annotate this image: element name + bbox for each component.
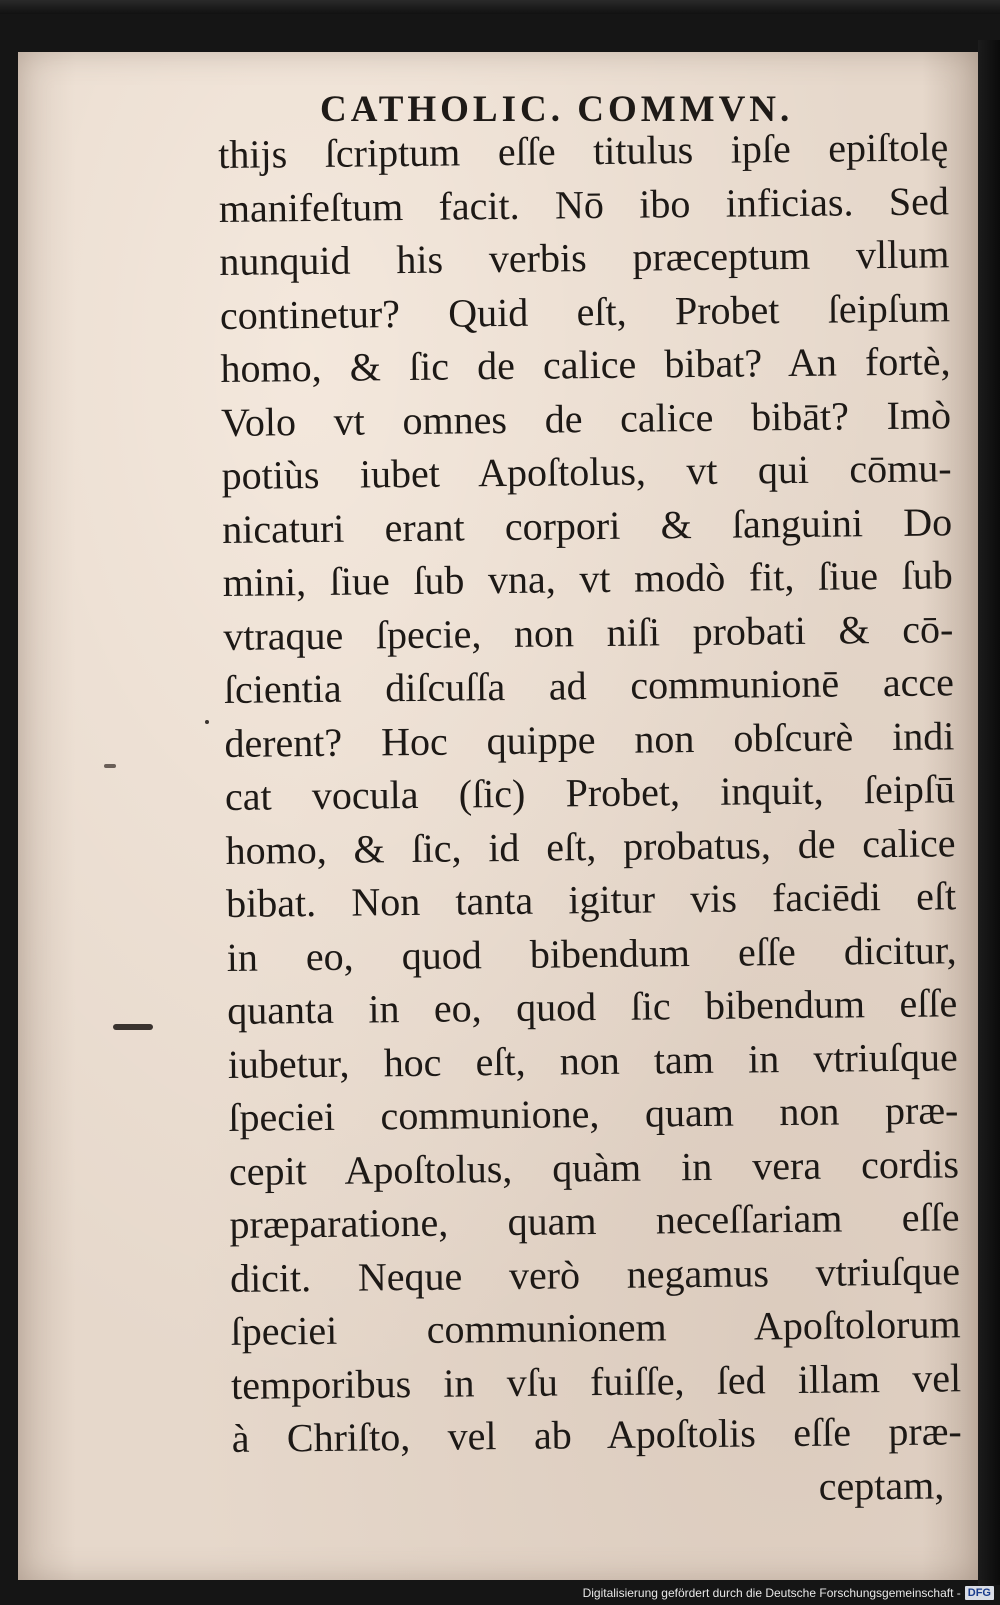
margin-mark [104,764,116,768]
text-line: bibat. Non tanta igitur vis faciēdi eſt [225,873,957,926]
text-line: præparatione, quam neceſſariam eſſe [229,1194,960,1247]
text-line: cepit Apoſtolus, quàm in vera cordis [228,1140,960,1194]
text-line: à Chriſto, vel ab Apoſtolis eſſe præ- [231,1408,962,1461]
text-line: Volo vt omnes de calice bibāt? Imò [220,391,952,445]
footer-credit [583,1583,994,1603]
scan-right-border [978,40,1000,1585]
text-line: quanta in eo, quod ſic bibendum eſſe [227,980,958,1033]
text-line: in eo, quod bibendum eſſe dicitur, [226,926,957,980]
text-line: iubetur, hoc eſt, non tam in vtriuſque [227,1033,958,1087]
text-line: ſcientia diſcuſſa ad communionē acce [223,659,955,712]
text-line: homo, & ſic, id eſt, probatus, de calice [225,819,956,873]
text-line: continetur? Quid eſt, Probet ſeipſum [219,284,951,338]
body-text [218,120,963,1519]
text-line: nunquid his verbis præceptum vllum [219,231,950,284]
text-line: nicaturi erant corpori & ſanguini Do [221,498,953,552]
text-line: cat vocula (ſic) Probet, inquit, ſeipſū [224,766,956,819]
text-line: derent? Hoc quippe non obſcurè indi [224,712,955,766]
margin-mark [113,1024,153,1030]
margin-dot [205,720,209,724]
text-line: ceptam, [818,1461,945,1509]
text-line: potiùs iubet Apoſtolus, vt qui cōmu- [221,445,952,498]
scan-top-border [0,0,1000,14]
text-line: temporibus in vſu fuiſſe, ſed illam vel [230,1354,962,1408]
text-line: homo, & ſic de calice bibat? An fortè, [220,338,951,391]
text-line: manifeſtum facit. Nō ibo inficias. Sed [218,177,950,231]
dfg-logo: DFG [965,1586,994,1600]
footer-credit-text: Digitalisierung gefördert durch die Deutsche Forschungsgemeinschaft - [582,1586,961,1600]
text-line: ſpeciei communionem Apoſtolorum [230,1301,961,1354]
text-line: mini, ſiue ſub vna, vt modò fit, ſiue ſub [222,552,953,605]
running-head: CATHOLIC. COMMVN. [320,89,794,130]
text-line: ſpeciei communione, quam non præ- [228,1087,959,1140]
text-line: dicit. Neque verò negamus vtriuſque [229,1247,961,1301]
text-line: thijs ſcriptum eſſe titulus ipſe epiſtolę [218,124,949,177]
text-line: vtraque ſpecie, non niſi probati & cō- [223,605,954,659]
